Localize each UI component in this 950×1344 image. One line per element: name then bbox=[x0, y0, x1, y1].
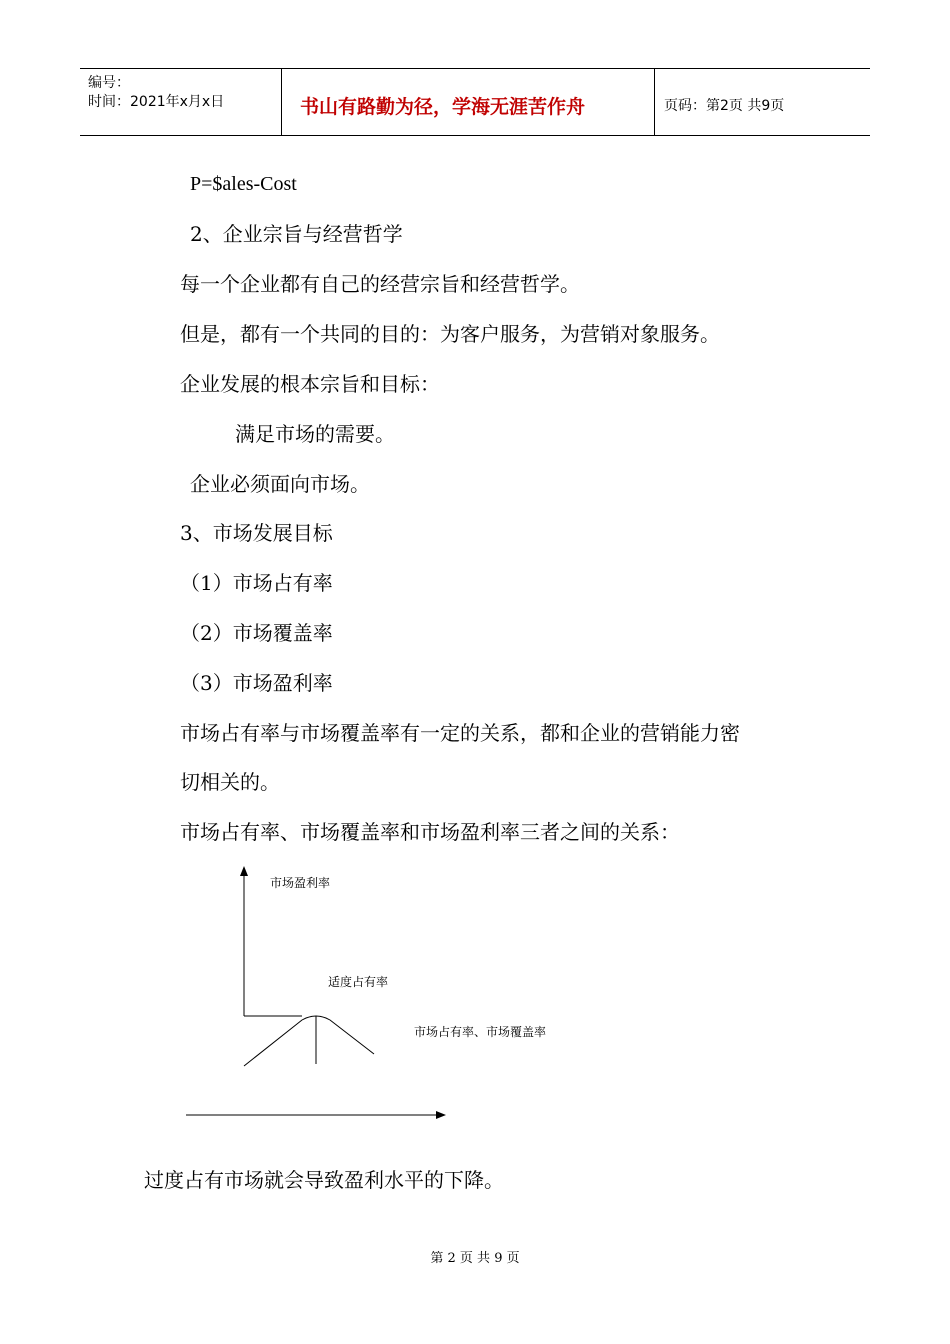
header-top-rule bbox=[80, 68, 870, 69]
x-axis-label: 市场占有率、市场覆盖率 bbox=[414, 1025, 547, 1039]
paragraph-6-line-2: 切相关的。 bbox=[180, 770, 280, 794]
formula: P=$ales-Cost bbox=[190, 173, 297, 195]
section-heading-3: 3、市场发展目标 bbox=[180, 521, 333, 545]
paragraph-4: 满足市场的需要。 bbox=[235, 422, 395, 446]
paragraph-8: 过度占有市场就会导致盈利水平的下降。 bbox=[144, 1168, 504, 1192]
header-number-label: 编号： bbox=[88, 75, 130, 91]
paragraph-1: 每一个企业都有自己的经营宗旨和经营哲学。 bbox=[180, 272, 580, 296]
paragraph-7: 市场占有率、市场覆盖率和市场盈利率三者之间的关系： bbox=[180, 820, 680, 844]
paragraph-6-line-1: 市场占有率与市场覆盖率有一定的关系，都和企业的营销能力密 bbox=[180, 721, 740, 745]
header-divider-left bbox=[281, 68, 282, 135]
paragraph-3: 企业发展的根本宗旨和目标： bbox=[180, 372, 440, 396]
list-item-3: （3）市场盈利率 bbox=[180, 671, 333, 695]
list-item-2: （2）市场覆盖率 bbox=[180, 621, 333, 645]
header-time-label: 时间：2021年x月x日 bbox=[88, 94, 225, 110]
header-page-info: 页码：第2页 共9页 bbox=[664, 98, 785, 114]
y-axis-arrow-icon bbox=[240, 866, 248, 876]
header-bottom-rule bbox=[80, 135, 870, 136]
list-item-1: （1）市场占有率 bbox=[180, 571, 333, 595]
header-motto: 书山有路勤为径，学海无涯苦作舟 bbox=[300, 96, 586, 118]
header-divider-right bbox=[654, 68, 655, 135]
y-axis-label: 市场盈利率 bbox=[270, 876, 331, 890]
profit-curve bbox=[244, 1016, 374, 1066]
x-axis-arrow-icon bbox=[436, 1111, 446, 1119]
section-heading-2: 2、企业宗旨与经营哲学 bbox=[190, 222, 403, 246]
relationship-diagram bbox=[180, 860, 600, 1130]
peak-label: 适度占有率 bbox=[328, 975, 389, 989]
paragraph-2: 但是，都有一个共同的目的：为客户服务，为营销对象服务。 bbox=[180, 322, 720, 346]
page-footer: 第 2 页 共 9 页 bbox=[430, 1251, 520, 1266]
paragraph-5: 企业必须面向市场。 bbox=[190, 472, 370, 496]
